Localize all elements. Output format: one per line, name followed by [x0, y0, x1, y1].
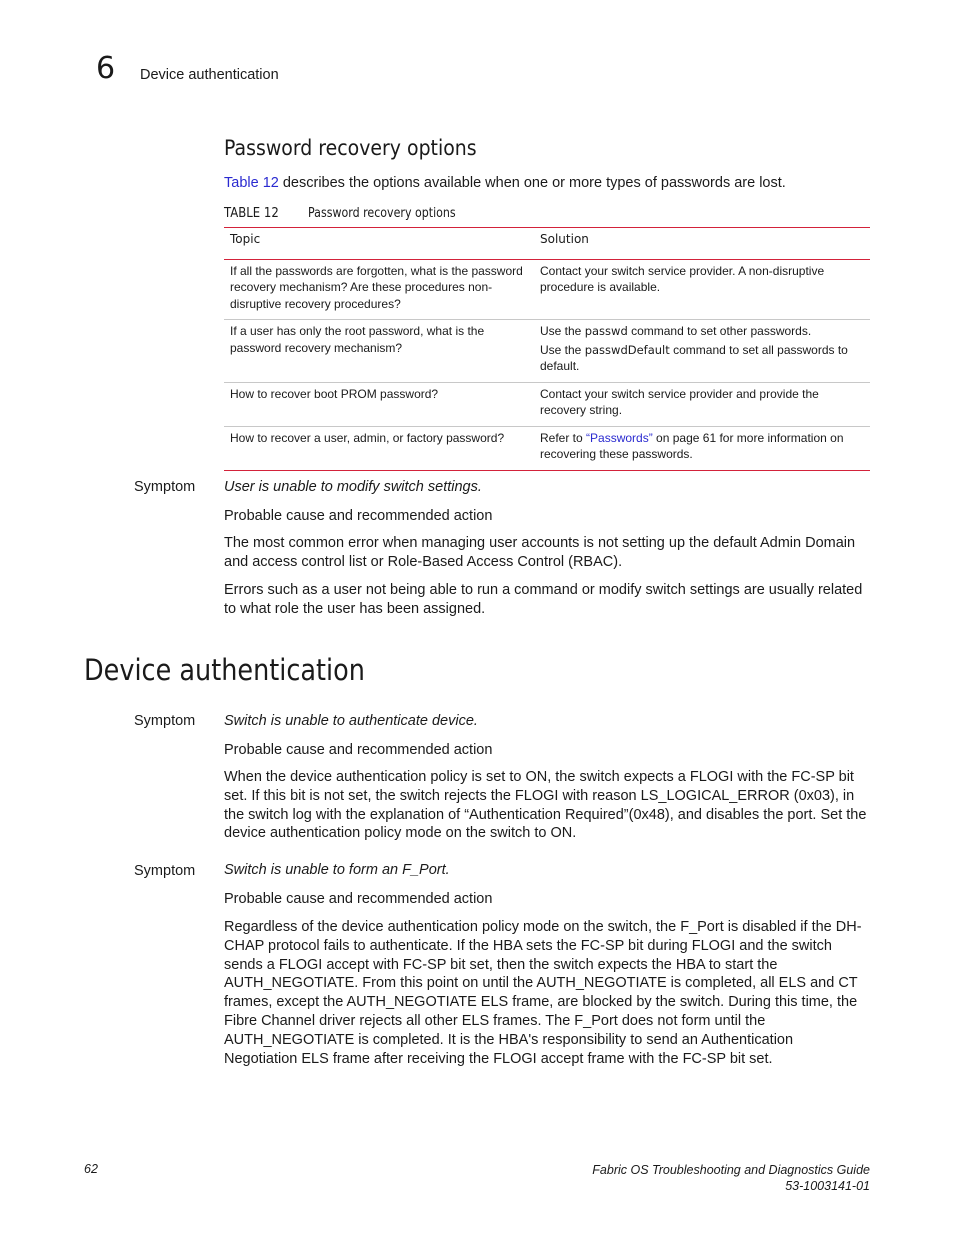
cause-paragraph: When the device authentication policy is set to ON, the switch expects a FLOGI with the FC-SP bit set. If this bit is not set, the switch rejects the FLOGI with reason LS_LOGICAL_ERROR (0x03), in the switch log with the explanation of “Authentication Required”(0x48), and disables the port. Set the device authentication policy mode on the switch to ON.: [224, 769, 867, 842]
chapter-number: 6: [96, 51, 116, 86]
doc-number: 53-1003141-01: [785, 1179, 870, 1193]
solution-cell: [534, 320, 870, 383]
doc-title: Fabric OS Troubleshooting and Diagnostics Guide: [592, 1163, 870, 1177]
page-number: 62: [84, 1162, 98, 1176]
solution-text: on page 61 for more information on recovering these passwords.: [540, 430, 844, 461]
table-title: Password recovery options: [308, 206, 456, 221]
solution-cell: [534, 426, 870, 470]
symptom-text: User is unable to modify switch settings.: [224, 479, 482, 495]
table-row: [224, 426, 870, 470]
chapter-title: Device authentication: [140, 67, 279, 83]
column-header-solution: Solution: [540, 232, 589, 246]
topic-cell: If all the passwords are forgotten, what is the password recovery mechanism? Are these procedures non-disruptive recovery procedures?: [224, 259, 534, 320]
table-row: [224, 382, 870, 426]
solution-text: Use the: [540, 342, 585, 357]
solution-cell: Contact your switch service provider. A non-disruptive procedure is available.: [534, 259, 870, 320]
solution-text: command to set all passwords to default.: [540, 342, 848, 373]
cause-paragraph: Regardless of the device authentication policy mode on the switch, the F_Port is disabled if the DH-CHAP protocol fails to authenticate. If the HBA sets the FC-SP bit during FLOGI and the switch sends a FLOGI accept with FC-SP bit set, then the switch expects the HBA to start the AUTH_NEGOTIATE. From this point on until the AUTH_NEGOTIATE is completed, all ELS and CT frames, except the AUTH_NEGOTIATE ELS frame, are blocked by the switch. During this time, the Fibre Channel driver rejects all other ELS frames. The F_Port does not form until the AUTH_NEGOTIATE is completed. It is the HBA's responsibility to send an Authentication Negotiation ELS frame after receiving the FLOGI accept frame with the FC-SP bit set.: [224, 919, 862, 1067]
topic-cell: How to recover a user, admin, or factory password?: [224, 426, 534, 470]
passwords-link[interactable]: “Passwords”: [586, 430, 653, 445]
cause-paragraph: Errors such as a user not being able to run a command or modify switch settings are usually related to what role the user has been assigned.: [224, 582, 863, 617]
topic-cell: If a user has only the root password, what is the password recovery mechanism?: [224, 320, 534, 383]
column-header-topic: Topic: [230, 232, 261, 246]
table-row: [224, 320, 870, 383]
cause-heading: Probable cause and recommended action: [224, 891, 493, 907]
symptom-text: Switch is unable to form an F_Port.: [224, 862, 450, 878]
table-12-link[interactable]: Table 12: [224, 175, 279, 191]
footer-doc-info: [592, 1162, 870, 1194]
symptom-label: Symptom: [134, 863, 196, 879]
table-row: [224, 259, 870, 320]
solution-line: [540, 323, 864, 340]
passwddefault-command: passwdDefault: [584, 342, 670, 357]
device-authentication-heading: Device authentication: [84, 653, 365, 687]
symptom-label: Symptom: [134, 479, 196, 495]
solution-text: Refer to: [540, 430, 587, 445]
solution-text: command to set other passwords.: [627, 324, 812, 338]
cause-heading: Probable cause and recommended action: [224, 742, 493, 758]
table-intro: [224, 174, 786, 193]
password-recovery-table: [224, 227, 870, 471]
password-recovery-heading: Password recovery options: [224, 136, 477, 160]
table-header-row: [224, 228, 870, 260]
symptom-label: Symptom: [134, 713, 196, 729]
topic-cell: How to recover boot PROM password?: [224, 382, 534, 426]
solution-line: [540, 342, 864, 375]
table-intro-text: describes the options available when one or more types of passwords are lost.: [278, 175, 786, 191]
symptom-text: Switch is unable to authenticate device.: [224, 713, 478, 729]
cause-heading: Probable cause and recommended action: [224, 508, 493, 524]
table-number: TABLE 12: [224, 206, 279, 221]
solution-text: Use the: [540, 324, 585, 338]
passwd-command: passwd: [584, 324, 628, 338]
solution-cell: Contact your switch service provider and provide the recovery string.: [534, 382, 870, 426]
cause-paragraph: The most common error when managing user accounts is not setting up the default Admin Domain and access control list or Role-Based Access Control (RBAC).: [224, 535, 856, 570]
table-caption: [224, 205, 482, 222]
